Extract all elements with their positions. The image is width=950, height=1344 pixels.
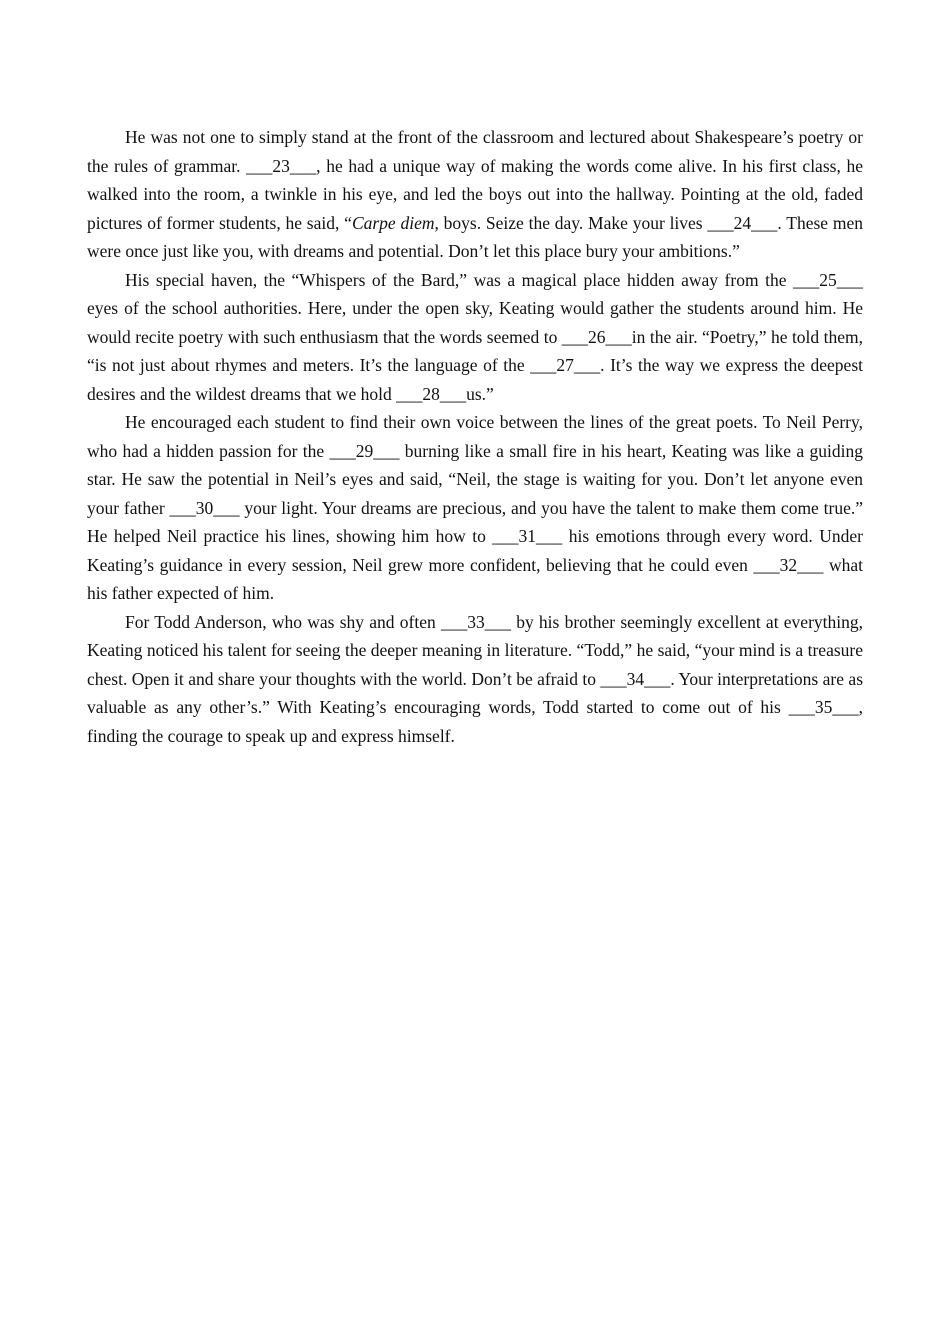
- paragraph-4: For Todd Anderson, who was shy and often ___33___ by his brother seemingly excellent at everything, Keating noticed his talent for seeing the deeper meaning in literature. “Todd,” he said, “your mind is a treasure chest. Open it and share your thoughts with the world. Don’t be afraid to ___34___. Your interpretations are as valuable as any other’s.” With Keating’s encouraging words, Todd started to come out of his ___35___, finding the courage to speak up and express himself.: [87, 611, 863, 746]
- paragraph-1-text-b: , boys. Seize the day. Make your lives ___24___. These men were once just like you, with dreams and potential. Don’t let this place bury your ambitions.”: [87, 212, 863, 261]
- paragraph-1-text-a: He was not one to simply stand at the front of the classroom and lectured about Shakespeare’s poetry or the rules of grammar. ___23___, he had a unique way of making the words come alive. In his first class, he walked into the room, a twinkle in his eye, and led the boys out into the hallway. Pointing at the old, faded pictures of former students, he said, “: [87, 127, 863, 233]
- paragraph-1: [87, 123, 863, 266]
- paragraph-3: He encouraged each student to find their own voice between the lines of the great poets. To Neil Perry, who had a hidden passion for the ___29___ burning like a small fire in his heart, Keating was like a guiding star. He saw the potential in Neil’s eyes and said, “Neil, the stage is waiting for you. Don’t let anyone even your father ___30___ your light. Your dreams are precious, and you have the talent to make them come true.” He helped Neil practice his lines, showing him how to ___31___ his emotions through every word. Under Keating’s guidance in every session, Neil grew more confident, believing that he could even ___32___ what his father expected of him.: [87, 412, 863, 603]
- paragraph-2: His special haven, the “Whispers of the Bard,” was a magical place hidden away from the ___25___ eyes of the school authorities. Here, under the open sky, Keating would gather the students around him. He would recite poetry with such enthusiasm that the words seemed to ___26___in the air. “Poetry,” he told them, “is not just about rhymes and meters. It’s the language of the ___27___. It’s the way we express the deepest desires and the wildest dreams that we hold ___28___us.”: [87, 269, 863, 404]
- carpe-diem-phrase: Carpe diem: [351, 212, 435, 233]
- reading-passage: [87, 123, 863, 750]
